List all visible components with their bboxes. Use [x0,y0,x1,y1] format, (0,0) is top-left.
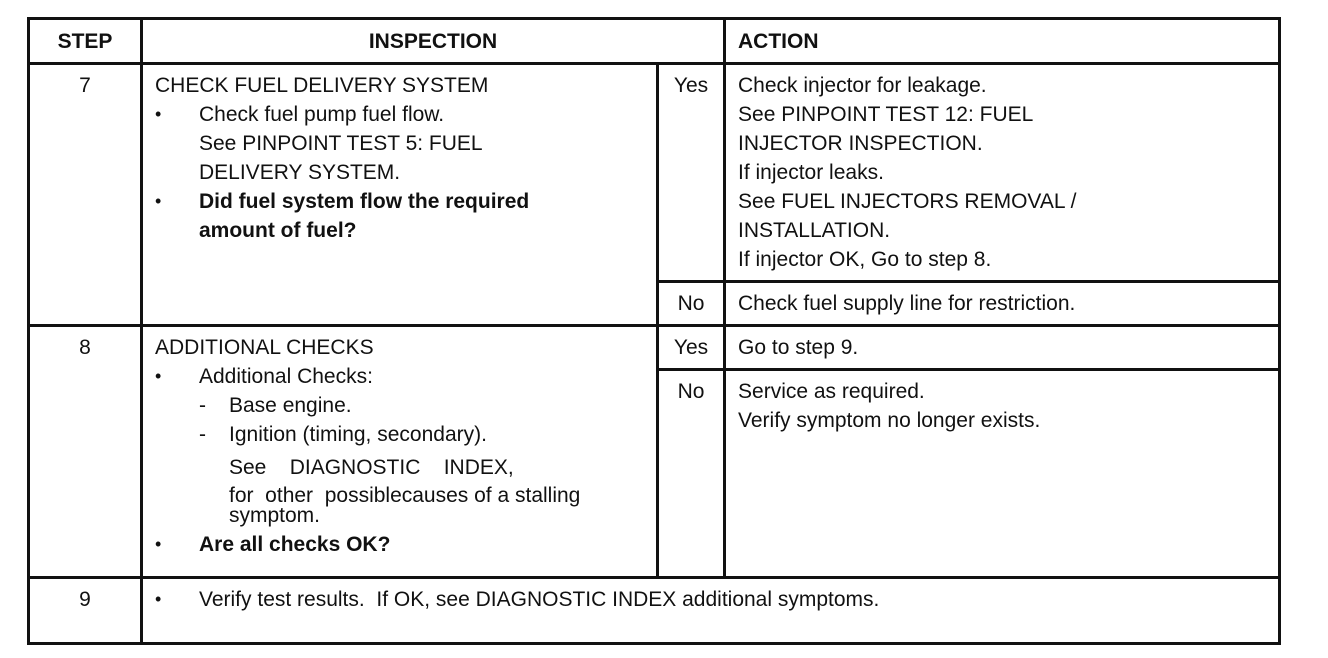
table-row-step-8 [29,326,1280,370]
action-text: If injector leaks. [738,161,884,184]
no-label: No [658,282,725,326]
action-text: Check fuel supply line for restriction. [738,292,1076,315]
inspection-cell [142,578,1280,644]
inspection-title: CHECK FUEL DELIVERY SYSTEM [155,74,489,97]
reference-text: See DIAGNOSTIC INDEX, [229,456,514,479]
table-row-step-7 [29,64,1280,282]
question-text: Are all checks OK? [199,533,391,556]
question-text: Did fuel system flow the required [199,190,530,213]
bullet-item [155,530,648,559]
action-text: Verify symptom no longer exists. [738,409,1041,432]
header-action: ACTION [725,19,1280,64]
dash-item [199,420,648,449]
dash-text: Ignition (timing, secondary). [229,423,487,446]
bullet-text: Check fuel pump fuel flow. [199,103,445,126]
dash-item [199,391,648,420]
bullet-text: Additional Checks: [199,365,373,388]
bullet-item [155,585,1270,614]
no-label: No [658,370,725,578]
bullet-item [155,362,648,391]
dash-text: Base engine. [229,394,352,417]
action-text: Go to step 9. [738,336,859,359]
step-number: 8 [29,326,142,578]
question-text: amount of fuel? [199,219,357,242]
bullet-icon: • [155,589,162,609]
step-number: 9 [29,578,142,644]
bullet-text: Verify test results. If OK, see DIAGNOSTIC INDEX additional symptoms. [199,588,880,611]
reference-text: DELIVERY SYSTEM. [199,161,401,184]
table-row-step-9 [29,578,1280,644]
bullet-icon: • [155,366,162,386]
bullet-icon: • [155,191,162,211]
yes-action-cell [725,64,1280,282]
yes-label: Yes [658,64,725,282]
reference-text: symptom. [229,504,321,527]
action-text: Service as required. [738,380,925,403]
action-text: Check injector for leakage. [738,74,987,97]
action-text: INSTALLATION. [738,219,891,242]
action-text: If injector OK, Go to step 8. [738,248,992,271]
bullet-item [155,100,648,187]
yes-action-cell [725,326,1280,370]
bullet-icon: • [155,534,162,554]
action-text: INJECTOR INSPECTION. [738,132,983,155]
bullet-icon: • [155,104,162,124]
action-text: See PINPOINT TEST 12: FUEL [738,103,1034,126]
header-step: STEP [29,19,142,64]
header-row [29,19,1280,64]
step-number: 7 [29,64,142,326]
dash-marker: - [199,394,206,417]
bullet-item [155,187,648,245]
dash-marker: - [199,423,206,446]
inspection-title: ADDITIONAL CHECKS [155,336,374,359]
yes-label: Yes [658,326,725,370]
no-action-cell [725,370,1280,578]
diagnostic-table [27,17,1281,645]
no-action-cell [725,282,1280,326]
inspection-cell [142,64,658,326]
action-text: See FUEL INJECTORS REMOVAL / [738,190,1077,213]
reference-text: See PINPOINT TEST 5: FUEL [199,132,483,155]
inspection-cell [142,326,658,578]
see-reference [229,453,648,526]
reference-text: for other possiblecauses of a stalling [229,484,581,507]
header-inspection: INSPECTION [142,19,725,64]
